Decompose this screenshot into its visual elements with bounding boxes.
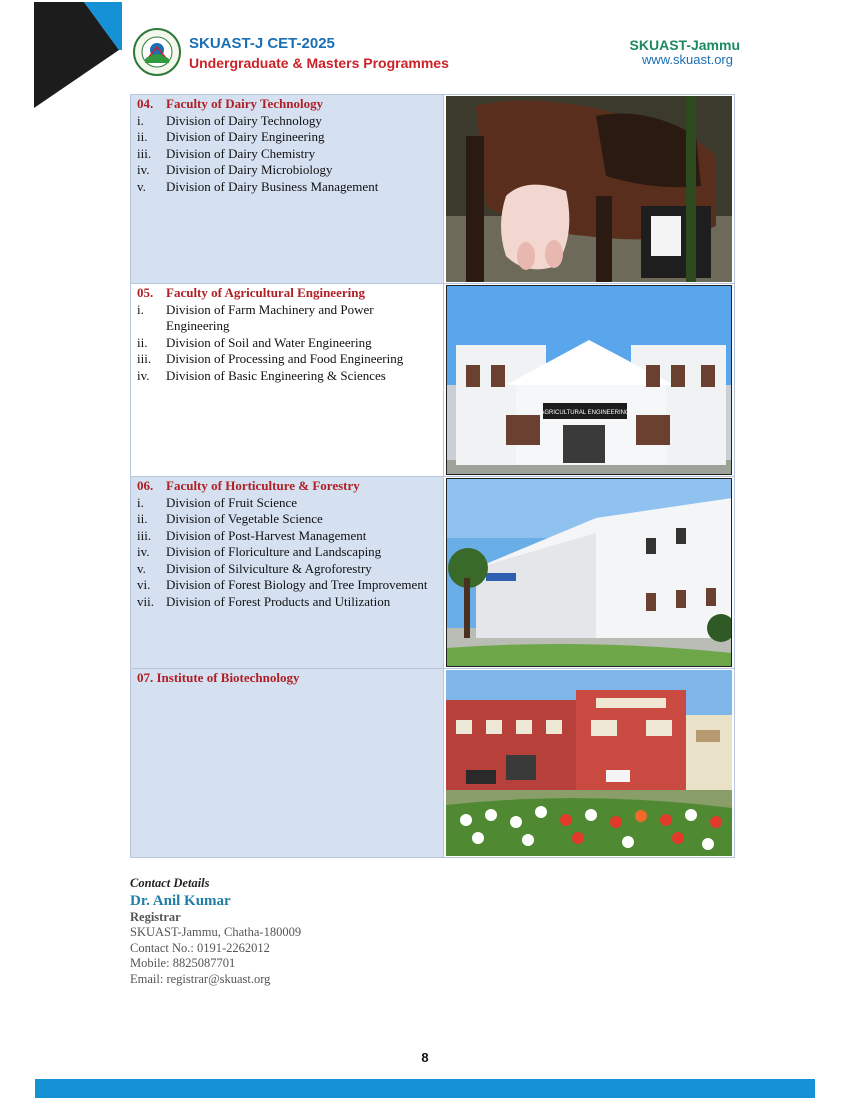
division-item: i. Division of Farm Machinery and Power Engineering	[137, 301, 374, 333]
contact-details	[130, 876, 301, 987]
faculty-heading	[137, 670, 437, 687]
building-sign-text: AGRICULTURAL ENGINEERING	[540, 410, 630, 416]
dairy-cow-photo	[446, 96, 732, 282]
division-item: ii. Division of Soil and Water Engineering	[137, 334, 372, 350]
division-item: iv. Division of Dairy Microbiology	[137, 162, 333, 177]
contact-address: SKUAST-Jammu, Chatha-180009	[130, 925, 302, 939]
faculty-row-dairy	[131, 95, 735, 284]
faculty-name: Faculty of Dairy Technology	[166, 96, 324, 111]
corner-triangle-graphic	[34, 2, 122, 108]
header-website-link[interactable]: www.skuast.org	[641, 52, 733, 67]
biotechnology-building-photo	[446, 670, 732, 856]
contact-email[interactable]: Email: registrar@skuast.org	[130, 971, 271, 986]
contact-role: Registrar	[130, 909, 181, 924]
faculty-row-horticulture-forestry	[131, 477, 735, 669]
faculty-heading	[137, 478, 437, 495]
faculty-name: Faculty of Horticulture & Forestry	[166, 478, 360, 493]
faculty-heading	[137, 285, 437, 302]
division-item: vii. Division of Forest Products and Utilization	[137, 593, 391, 609]
division-item: ii. Division of Dairy Engineering	[137, 129, 325, 144]
page-number: 8	[421, 1050, 429, 1065]
faculty-name: Institute of Biotechnology	[156, 670, 300, 685]
faculty-row-biotechnology	[131, 669, 735, 858]
faculty-number: 07.	[137, 670, 154, 685]
division-item: v. Division of Dairy Business Management	[137, 178, 379, 194]
header-subtitle: Undergraduate & Masters Programmes	[189, 55, 449, 71]
contact-mobile: Mobile: 8825087701	[130, 956, 236, 970]
division-item: iii. Division of Dairy Chemistry	[137, 145, 316, 161]
faculty-table	[130, 94, 735, 858]
header-title: SKUAST-J CET-2025	[189, 35, 335, 52]
division-item: iv. Division of Basic Engineering & Sciences	[137, 367, 386, 383]
division-item: iii. Division of Processing and Food Engineering	[137, 351, 404, 366]
faculty-row-agri-engineering	[131, 284, 735, 477]
division-item: i. Division of Dairy Technology	[137, 112, 322, 128]
faculty-name: Faculty of Agricultural Engineering	[166, 285, 365, 300]
footer-bar	[35, 1079, 815, 1098]
header-org-name: SKUAST-Jammu	[629, 37, 740, 53]
contact-heading: Contact Details	[130, 876, 210, 890]
division-item: i. Division of Fruit Science	[137, 494, 298, 510]
university-logo	[133, 27, 181, 77]
division-item: vi. Division of Forest Biology and Tree Improvement	[137, 577, 428, 592]
faculty-number: 06.	[137, 478, 154, 493]
contact-name: Dr. Anil Kumar	[130, 892, 231, 909]
contact-phone: Contact No.: 0191-2262012	[130, 940, 270, 955]
agri-engineering-building-photo	[446, 285, 732, 475]
division-item: iii. Division of Post-Harvest Management	[137, 527, 367, 543]
division-item: iv. Division of Floriculture and Landscaping	[137, 544, 382, 559]
division-item: ii. Division of Vegetable Science	[137, 511, 323, 526]
faculty-number: 05.	[137, 285, 154, 300]
faculty-number: 04.	[137, 96, 154, 111]
faculty-heading	[137, 96, 437, 113]
division-item: v. Division of Silviculture & Agroforestry	[137, 560, 372, 576]
horticulture-building-photo	[446, 478, 732, 667]
